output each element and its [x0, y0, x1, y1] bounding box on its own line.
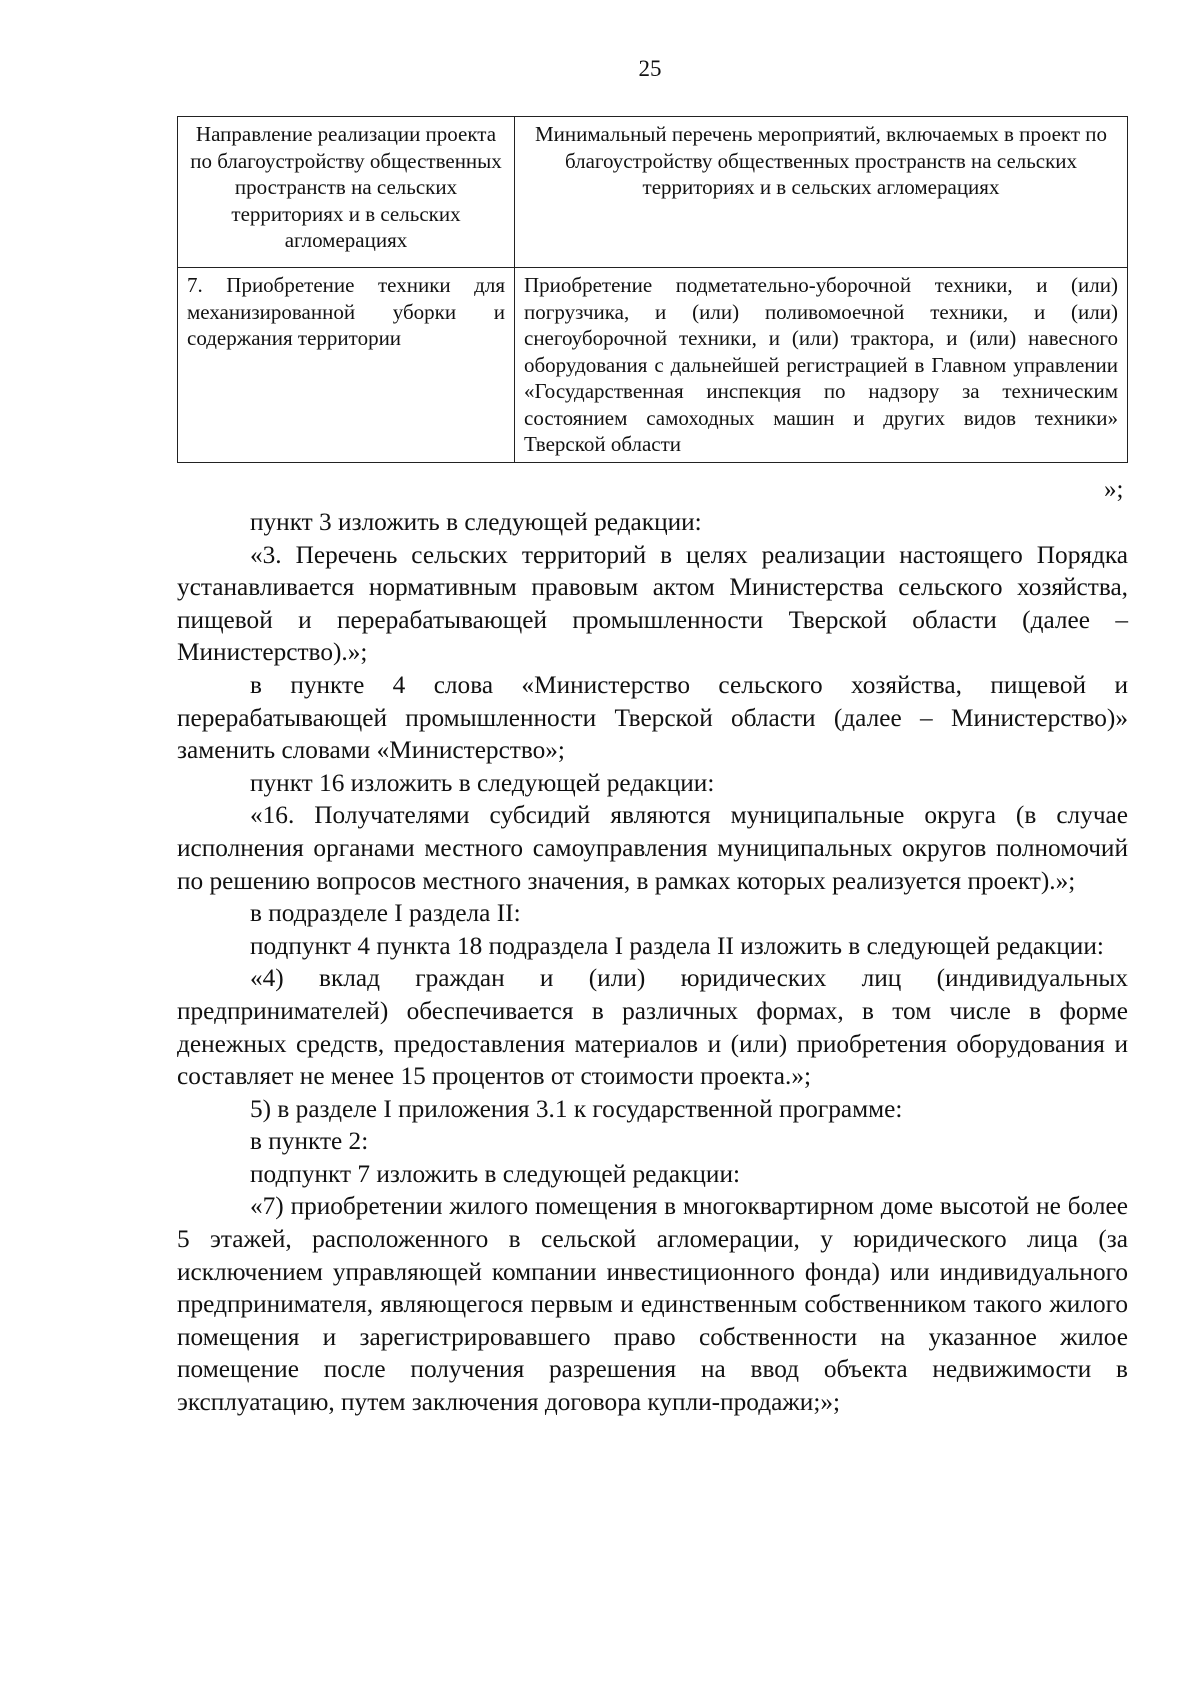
- paragraph: «16. Получателями субсидий являются муниципальные округа (в случае исполнения органами местного самоуправления муниципальных округов полномочий по решению вопросов местного значения, в рамках которых реализуется проект).»;: [177, 801, 1128, 895]
- paragraph: «3. Перечень сельских территорий в целях реализации настоящего Порядка устанавливается нормативным правовым актом Министерства сельского хозяйства, пищевой и перерабатывающей промышленности Тверской области (далее – Министерство).»;: [177, 540, 1128, 667]
- paragraph: в пункте 4 слова «Министерство сельского хозяйства, пищевой и перерабатывающей промышленности Тверской области (далее – Министерство)» заменить словами «Министерство»;: [177, 670, 1128, 765]
- paragraph: «7) приобретении жилого помещения в многоквартирном доме высотой не более 5 этажей, расположенного в сельской агломерации, у юридического лица (за исключением управляющей компании инвестиционного фонда) или индивидуального предпринимателя, являющегося первым и единственным собственником такого жилого помещения и зарегистрировавшего право собственности на указанное жилое помещение после получения разрешения на ввод объекта недвижимости в эксплуатацию, путем заключения договора купли-продажи;»;: [177, 1192, 1128, 1417]
- page-number: 25: [638, 56, 662, 81]
- table-header-measures: Минимальный перечень мероприятий, включаемых в проект по благоустройству общественных пространств на сельских территориях и в сельских агломерациях: [515, 117, 1128, 268]
- paragraph: подпункт 7 изложить в следующей редакции:: [250, 1159, 741, 1188]
- table-header-direction: Направление реализации проекта по благоустройству общественных пространств на сельских территориях и в сельских агломерациях: [178, 117, 515, 268]
- paragraph: в пункте 2:: [250, 1127, 369, 1156]
- paragraph: 5) в разделе I приложения 3.1 к государственной программе:: [250, 1094, 903, 1123]
- table-cell-measures: Приобретение подметательно-уборочной техники, и (или) погрузчика, и (или) поливомоечной техники, и (или) снегоуборочной техники, и (или) трактора, и (или) навесного оборудования с дальнейшей регистрацией в Главном управлении «Государственная инспекция по надзору за техническим состоянием самоходных машин и других видов техники» Тверской области: [515, 268, 1128, 463]
- paragraph: подпункт 4 пункта 18 подраздела I раздела II изложить в следующей редакции:: [250, 931, 1104, 960]
- table-cell-direction: 7. Приобретение техники для механизированной уборки и содержания территории: [178, 268, 515, 463]
- table-row: [178, 268, 1128, 463]
- document-body: [177, 506, 1128, 1419]
- paragraph: пункт 3 изложить в следующей редакции:: [250, 508, 702, 536]
- table-close-quote: »;: [1104, 476, 1124, 503]
- paragraph: «4) вклад граждан и (или) юридических лиц (индивидуальных предпринимателей) обеспечивается в различных формах, в том числе в форме денежных средств, предоставления материалов и (или) приобретения оборудования и составляет не менее 15 процентов от стоимости проекта.»;: [177, 964, 1128, 1091]
- paragraph: в подразделе I раздела II:: [250, 899, 521, 928]
- paragraph: пункт 16 изложить в следующей редакции:: [250, 768, 715, 797]
- measures-table: [177, 116, 1128, 463]
- table-header-row: [178, 117, 1128, 268]
